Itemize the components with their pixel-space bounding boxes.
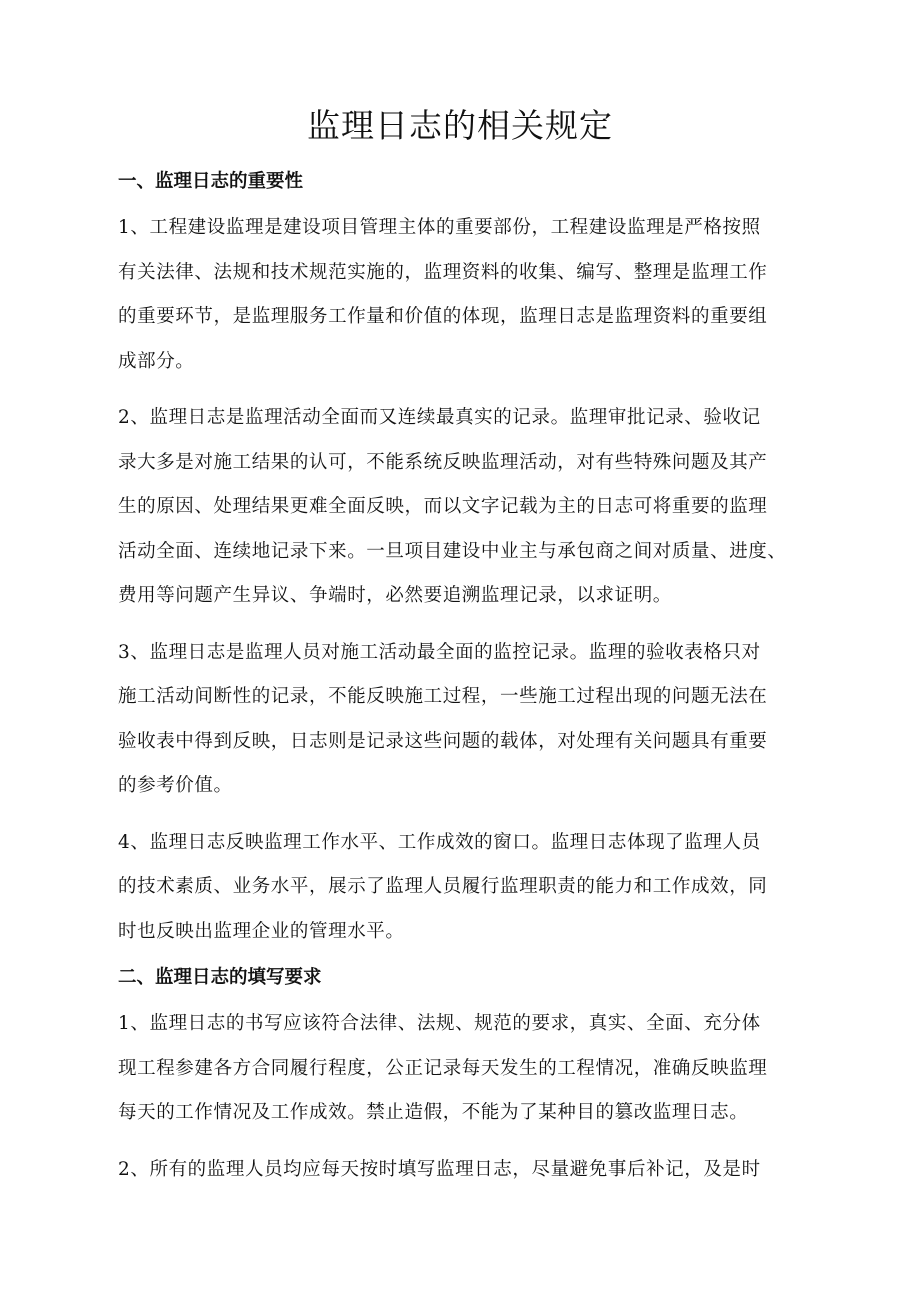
paragraph-line: 验收表中得到反映，日志则是记录这些问题的载体，对处理有关问题具有重要 (118, 730, 768, 752)
paragraph (118, 1148, 802, 1193)
paragraph-line: 生的原因、处理结果更难全面反映，而以文字记载为主的日志可将重要的监理 (118, 496, 768, 517)
paragraph-line: 现工程参建各方合同履行程度，公正记录每天发生的工程情况，准确反映监理 (118, 1057, 768, 1079)
section-heading: 二、监理日志的填写要求 (118, 967, 322, 988)
section-heading: 一、监理日志的重要性 (118, 171, 304, 192)
paragraph-line: 的重要环节，是监理服务工作量和价值的体现，监理日志是监理资料的重要组 (118, 306, 768, 327)
section-requirements (118, 966, 802, 1192)
paragraph-line: 施工活动间断性的记录，不能反映施工过程，一些施工过程出现的问题无法在 (118, 686, 768, 707)
paragraph (118, 821, 802, 955)
paragraph-line: 活动全面、连续地记录下来。一旦项目建设中业主与承包商之间对质量、进度、 (118, 540, 787, 562)
paragraph-line: 成部分。 (118, 350, 195, 372)
paragraph-line: 的参考价值。 (118, 775, 233, 796)
paragraph (118, 396, 802, 619)
paragraph (118, 1002, 802, 1136)
paragraph-line: 1、监理日志的书写应该符合法律、法规、规范的要求，真实、全面、充分体 (118, 1013, 761, 1034)
section-importance (118, 170, 802, 954)
paragraph-line: 录大多是对施工结果的认可，不能系统反映监理活动，对有些特殊问题及其产 (118, 451, 768, 473)
paragraph-line: 4、监理日志反映监理工作水平、工作成效的窗口。监理日志体现了监理人员 (118, 831, 761, 853)
paragraph-line: 2、所有的监理人员均应每天按时填写监理日志，尽量避免事后补记，及是时 (118, 1158, 761, 1180)
paragraph-line: 时也反映出监理企业的管理水平。 (118, 920, 405, 942)
paragraph-line: 1、工程建设监理是建设项目管理主体的重要部份，工程建设监理是严格按照 (118, 217, 761, 238)
paragraph-line: 有关法律、法规和技术规范实施的，监理资料的收集、编写、整理是监理工作 (118, 261, 768, 283)
paragraph-line: 的技术素质、业务水平，展示了监理人员履行监理职责的能力和工作成效，同 (118, 876, 768, 897)
paragraph-line: 每天的工作情况及工作成效。禁止造假，不能为了某种目的篡改监理日志。 (118, 1102, 749, 1123)
paragraph-line: 3、监理日志是监理人员对施工活动最全面的监控记录。监理的验收表格只对 (118, 641, 761, 663)
paragraph-line: 2、监理日志是监理活动全面而又连续最真实的记录。监理审批记录、验收记 (118, 407, 761, 428)
document-title: 监理日志的相关规定 (307, 106, 613, 145)
paragraph-line: 费用等问题产生异议、争端时，必然要追溯监理记录，以求证明。 (118, 585, 672, 606)
paragraph (118, 206, 802, 384)
paragraph (118, 631, 802, 809)
